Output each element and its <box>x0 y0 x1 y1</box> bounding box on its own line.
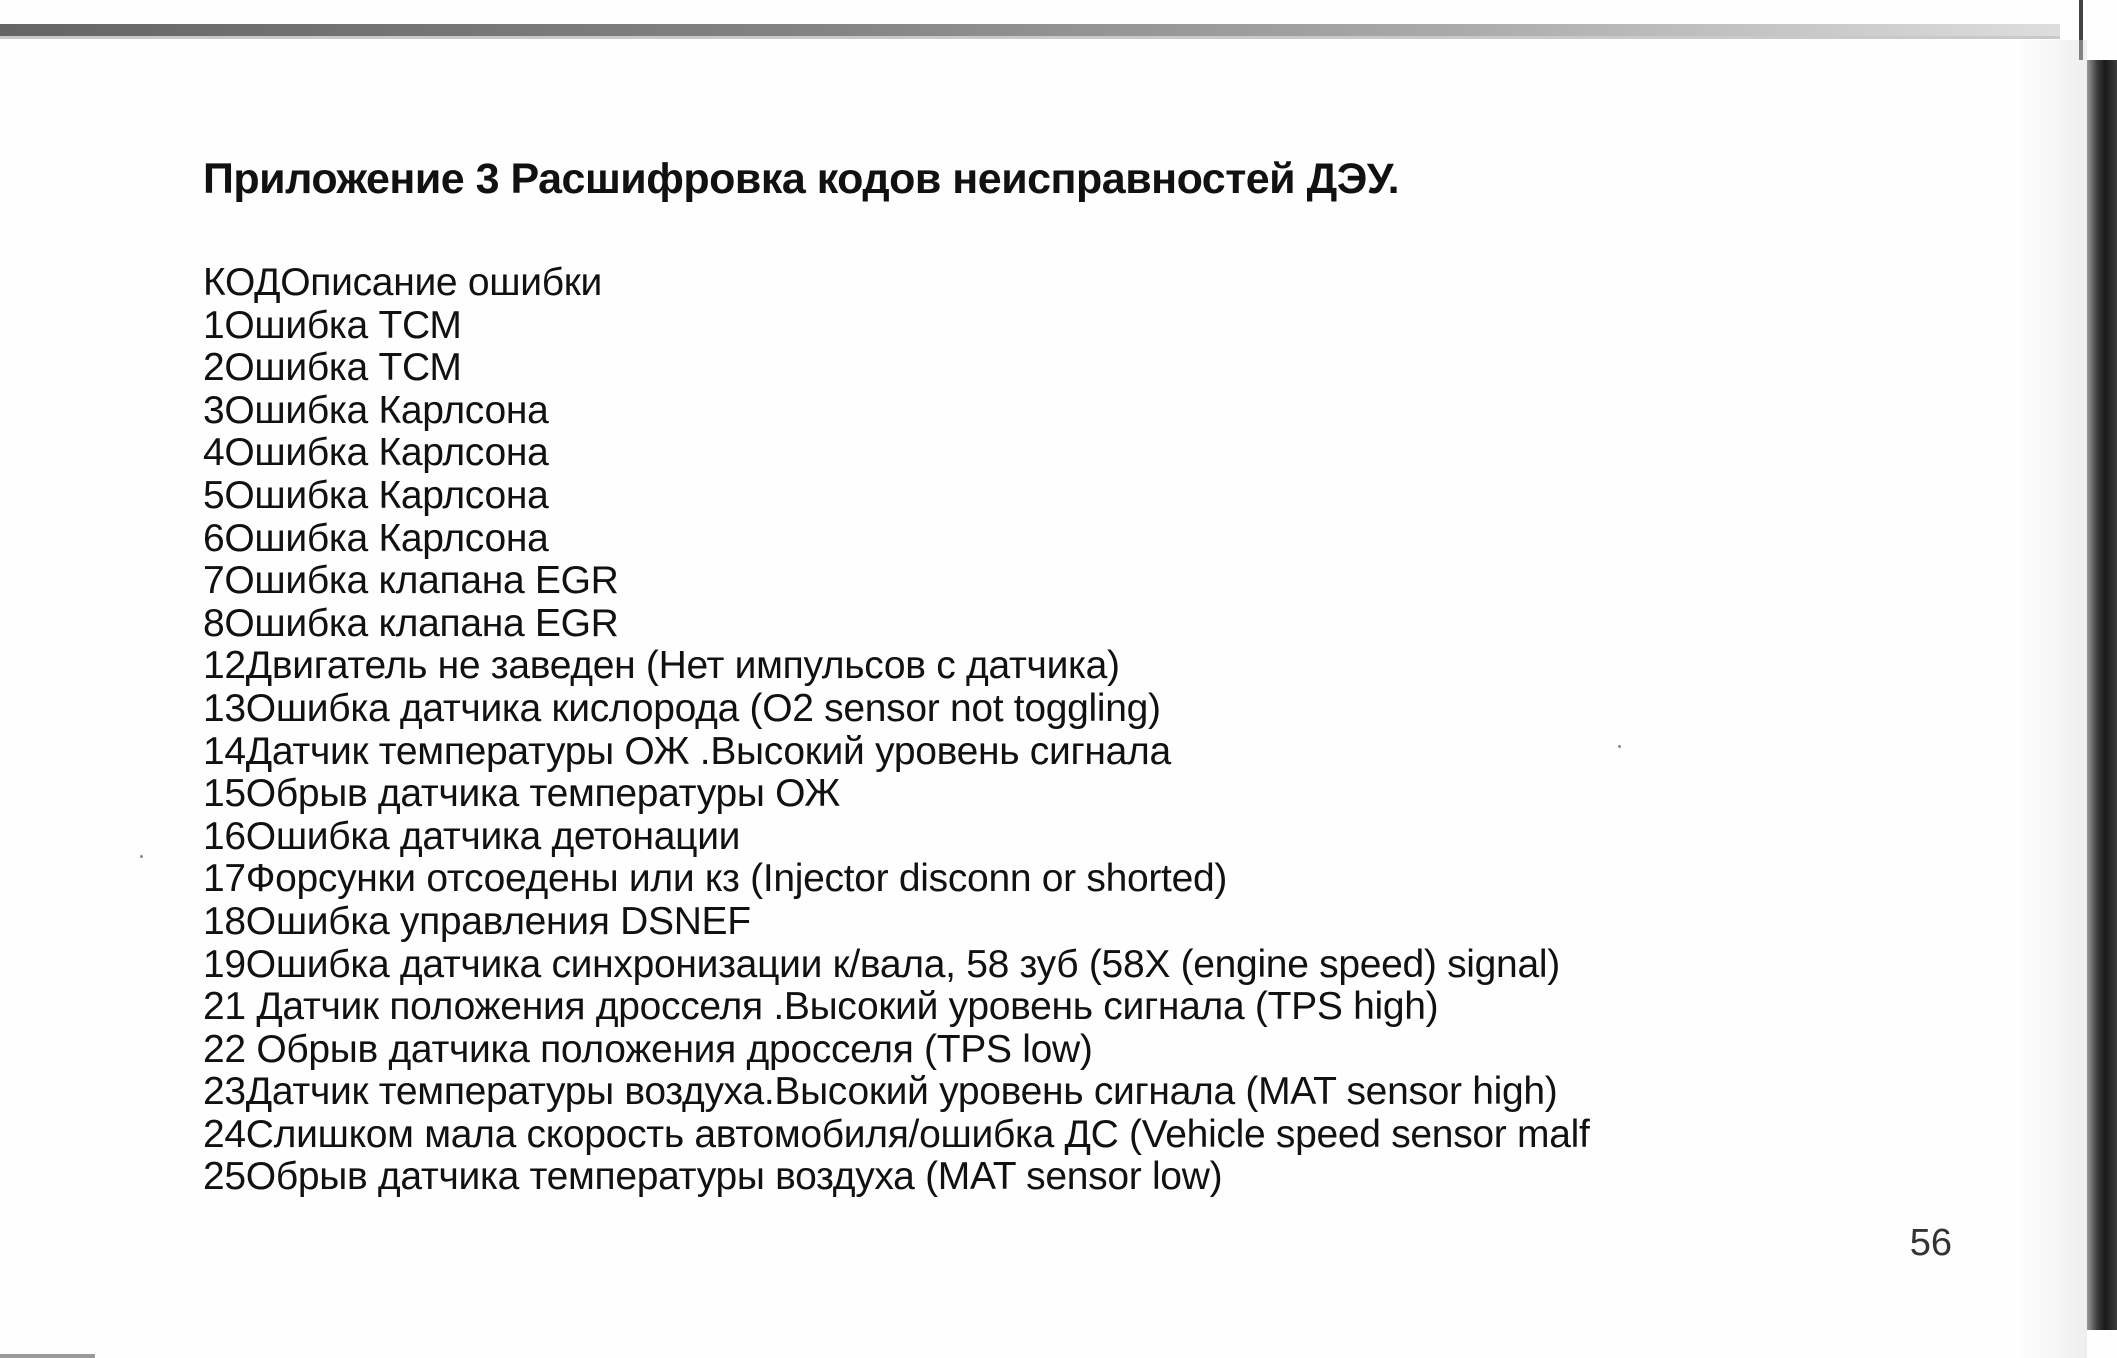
list-item: 13Ошибка датчика кислорода (O2 sensor not toggling) <box>203 686 1161 730</box>
list-item: 7Ошибка клапана EGR <box>203 559 619 603</box>
scan-bottom-fragment <box>0 1354 95 1358</box>
list-item: 24Слишком мала скорость автомобиля/ошибка ДС (Vehicle speed sensor malf <box>203 1112 1590 1156</box>
scan-speck <box>1618 745 1621 748</box>
page-number: 56 <box>1909 1222 1952 1264</box>
error-code-list <box>203 262 1590 1199</box>
scan-top-edge <box>0 24 2060 36</box>
scan-speck <box>140 855 143 858</box>
page-title: Приложение 3 Расшифровка кодов неисправностей ДЭУ. <box>203 155 1400 203</box>
list-item: 18Ошибка управления DSNEF <box>203 899 751 943</box>
list-item: 5Ошибка Карлсона <box>203 473 549 517</box>
list-item: 4Ошибка Карлсона <box>203 431 549 475</box>
list-item: 8Ошибка клапана EGR <box>203 601 619 645</box>
list-item: 19Ошибка датчика синхронизации к/вала, 58 зуб (58X (engine speed) signal) <box>203 942 1560 986</box>
scan-right-binding <box>2087 60 2117 1330</box>
list-item: 2Ошибка ТСМ <box>203 346 462 390</box>
list-item: 12Двигатель не заведен (Нет импульсов с датчика) <box>203 644 1120 688</box>
list-item: 22 Обрыв датчика положения дросселя (TPS low) <box>203 1027 1093 1071</box>
list-item: 16Ошибка датчика детонации <box>203 814 741 858</box>
list-item: 15Обрыв датчика температуры ОЖ <box>203 772 840 816</box>
scan-right-shadow <box>2017 40 2087 1358</box>
table-header: КОДОписание ошибки <box>203 261 602 304</box>
list-item: 3Ошибка Карлсона <box>203 388 549 432</box>
list-item: 23Датчик температуры воздуха.Высокий уровень сигнала (MAT sensor high) <box>203 1070 1558 1114</box>
list-item: 21 Датчик положения дросселя .Высокий уровень сигнала (TPS high) <box>203 985 1439 1029</box>
list-item: 25Обрыв датчика температуры воздуха (MAT sensor low) <box>203 1155 1223 1199</box>
list-item: 14Датчик температуры ОЖ .Высокий уровень сигнала <box>203 729 1171 773</box>
list-item: 6Ошибка Карлсона <box>203 516 549 560</box>
list-item: 1Ошибка ТСМ <box>203 303 462 347</box>
list-item: 17Форсунки отсоедены или кз (Injector disconn or shorted) <box>203 857 1228 901</box>
scan-top-edge-line <box>0 36 2060 39</box>
